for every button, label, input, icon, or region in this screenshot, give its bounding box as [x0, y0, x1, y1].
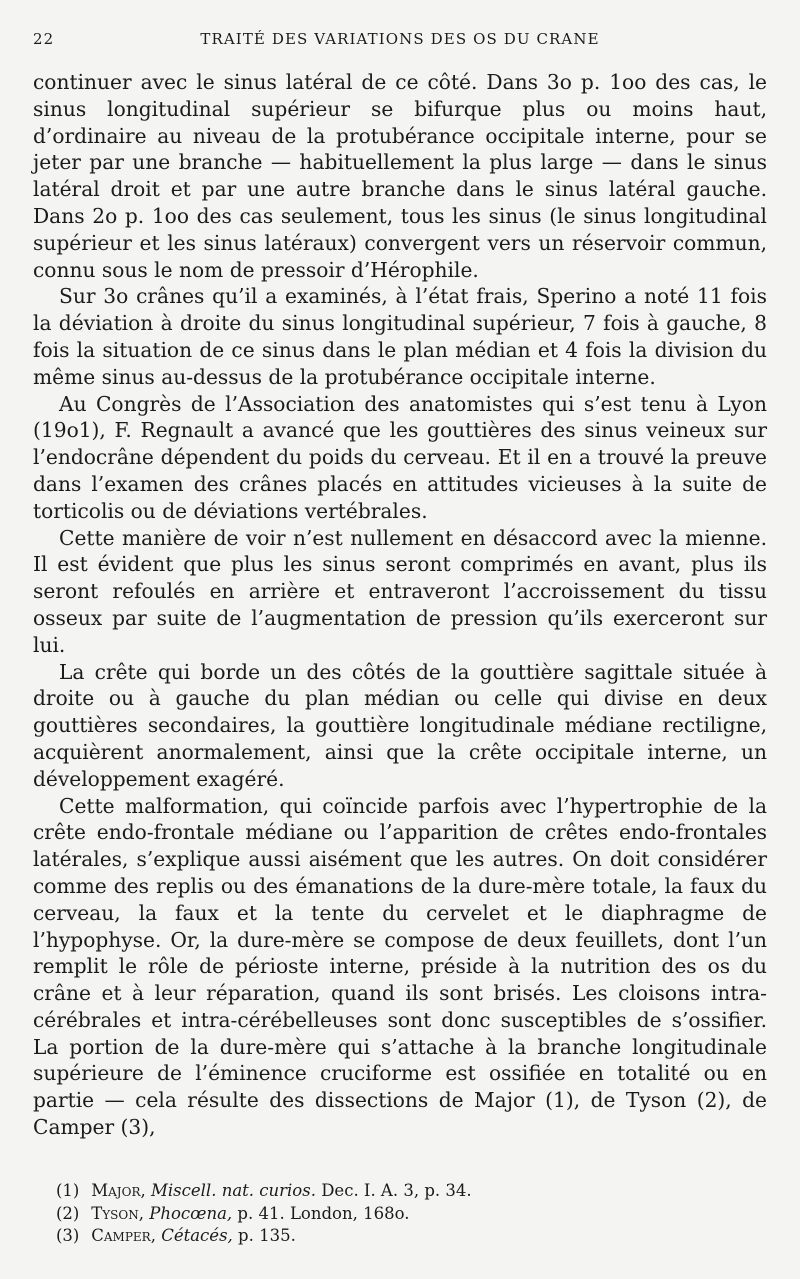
footnote: [56, 1180, 756, 1203]
footnote-reference: p. 41. London, 168o.: [237, 1203, 410, 1223]
paragraph-regnault: Au Congrès de l’Association des anatomistes qui s’est tenu à Lyon (19o1), F. Regnault a avancé que les gouttières des sinus veineux sur l’endocrâne dépendent du poids du cerveau. Et il en a trouvé la preuve dans l’examen des crânes placés en attitudes vicieuses à la suite de torticolis ou de déviations vertébrales.: [33, 391, 767, 523]
footnote-author: Tyson,: [91, 1203, 144, 1223]
footnote-title: Cétacés,: [161, 1226, 233, 1246]
paragraph-continuation: continuer avec le sinus latéral de ce côté. Dans 3o p. 1oo des cas, le sinus longitudinal supérieur se bifurque plus ou moins haut, d’ordinaire au niveau de la protubérance occipitale interne, pour se jeter par une branche — habituellement la plus large — dans le sinus latéral droit et par une autre branche dans le sinus latéral gauche. Dans 2o p. 1oo des cas seulement, tous les sinus (le sinus longitudinal supérieur et les sinus latéraux) convergent vers un réservoir commun, connu sous le nom de pressoir d’Hérophile.: [33, 70, 767, 282]
footnote-number: (3): [56, 1226, 80, 1246]
running-header: [30, 30, 770, 54]
footnotes: [56, 1180, 756, 1248]
footnote-reference: Dec. I. A. 3, p. 34.: [321, 1181, 472, 1200]
running-title: TRAITÉ DES VARIATIONS DES OS DU CRANE: [200, 30, 600, 48]
paragraph-sperino: Sur 3o crânes qu’il a examinés, à l’état frais, Sperino a noté 11 fois la déviation à droite du sinus longitudinal supérieur, 7 fois à gauche, 8 fois la situation de ce sinus dans le plan médian et 4 fois la division du même sinus au-dessus de la protubérance occipitale interne.: [33, 284, 767, 389]
footnote-title: Phocœna,: [149, 1203, 233, 1223]
paragraph-sagittal-crest: La crête qui borde un des côtés de la gouttière sagittale située à droite ou à gauche du plan médian ou celle qui divise en deux gouttières secondaires, la gouttière longitudinale médiane rectiligne, acquièrent anormalement, ainsi que la crête occipitale interne, un développement exagéré.: [33, 659, 767, 791]
paragraph-author-view: Cette manière de voir n’est nullement en désaccord avec la mienne. Il est évident que plus les sinus seront comprimés en avant, plus ils seront refoulés en arrière et entraveront l’accroissement du tissu osseux par suite de l’augmentation de pression qu’ils exerceront sur lui.: [33, 525, 767, 657]
footnote-number: (2): [56, 1203, 80, 1223]
footnote-title: Miscell. nat. curios.: [151, 1181, 316, 1200]
footnote-author: Major,: [91, 1181, 146, 1200]
footnote-author: Camper,: [91, 1226, 156, 1246]
page-number: 22: [33, 30, 55, 48]
footnote: [56, 1203, 756, 1226]
footnote-reference: p. 135.: [238, 1226, 296, 1246]
body-text: [33, 69, 767, 1141]
footnote: [56, 1225, 756, 1248]
paragraph-malformation: Cette malformation, qui coïncide parfois avec l’hypertrophie de la crête endo-frontale médiane ou l’apparition de crêtes endo-frontales latérales, s’explique aussi aisément que les autres. On doit considérer comme des replis ou des émanations de la dure-mère totale, la faux du cerveau, la faux et la tente du cervelet et le diaphragme de l’hypophyse. Or, la dure-mère se compose de deux feuillets, dont l’un remplit le rôle de périoste interne, préside à la nutrition des os du crâne et à leur réparation, quand ils sont brisés. Les cloisons intra-cérébrales et intra-cérébelleuses sont donc susceptibles de s’ossifier. La portion de la dure-mère qui s’attache à la branche longitudinale supérieure de l’éminence cruciforme est ossifiée en totalité ou en partie — cela résulte des dissections de Major (1), de Tyson (2), de Camper (3),: [33, 793, 767, 1140]
footnote-number: (1): [56, 1181, 80, 1200]
